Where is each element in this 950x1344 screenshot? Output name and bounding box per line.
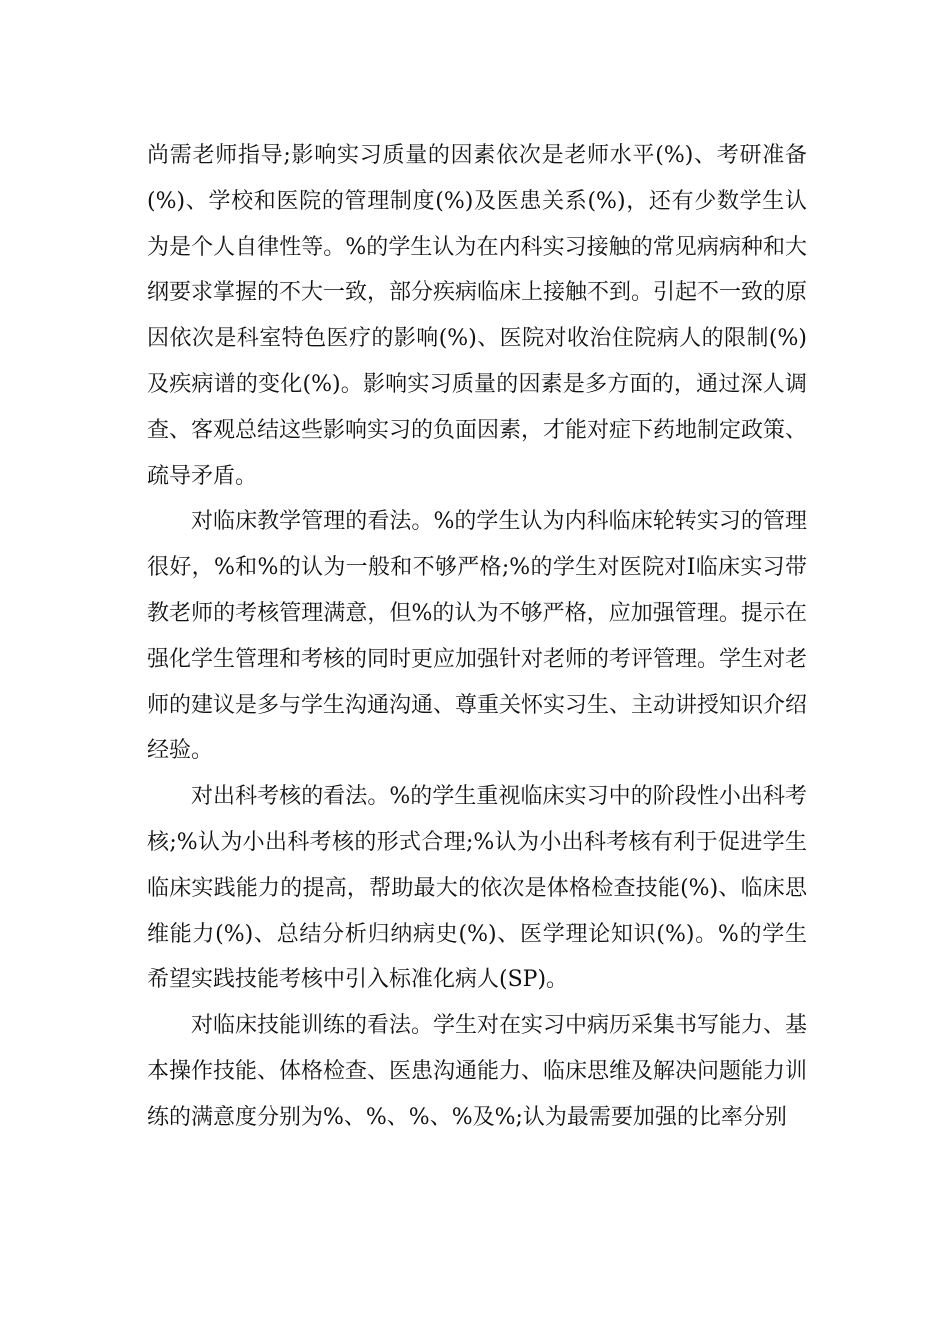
paragraph-4: 对临床技能训练的看法。学生对在实习中病历采集书写能力、基本操作技能、体格检查、医患沟通能力、临床思维及解决问题能力训练的满意度分别为%、%、%、%及%;认为最需要加强的比率分别 bbox=[147, 1013, 808, 1130]
paragraph-1: 尚需老师指导;影响实习质量的因素依次是老师水平(%)、考研准备(%)、学校和医院的管理制度(%)及医患关系(%)，还有少数学生认为是个人自律性等。%的学生认为在内科实习接触的常见病病种和大纲要求掌握的不大一致，部分疾病临床上接触不到。引起不一致的原因依次是科室特色医疗的影响(%)、医院对收治住院病人的限制(%)及疾病谱的变化(%)。影响实习质量的因素是多方面的，通过深人调查、客观总结这些影响实习的负面因素，才能对症下药地制定政策、疏导矛盾。 bbox=[147, 143, 808, 489]
document-body bbox=[147, 133, 807, 1141]
paragraph-3: 对出科考核的看法。%的学生重视临床实习中的阶段性小出科考核;%认为小出科考核的形式合理;%认为小出科考核有利于促进学生临床实践能力的提高，帮助最大的依次是体格检查技能(%)、临床思维能力(%)、总结分析归纳病史(%)、医学理论知识(%)。%的学生希望实践技能考核中引入标准化病人(SP)。 bbox=[147, 784, 807, 993]
paragraph-2: 对临床教学管理的看法。%的学生认为内科临床轮转实习的管理很好，%和%的认为一般和不够严格;%的学生对医院对Ⅰ临床实习带教老师的考核管理满意，但%的认为不够严格，应加强管理。提示在强化学生管理和考核的同时更应加强针对老师的考评管理。学生对老师的建议是多与学生沟通沟通、尊重关怀实习生、主动讲授知识介绍经验。 bbox=[147, 509, 808, 764]
